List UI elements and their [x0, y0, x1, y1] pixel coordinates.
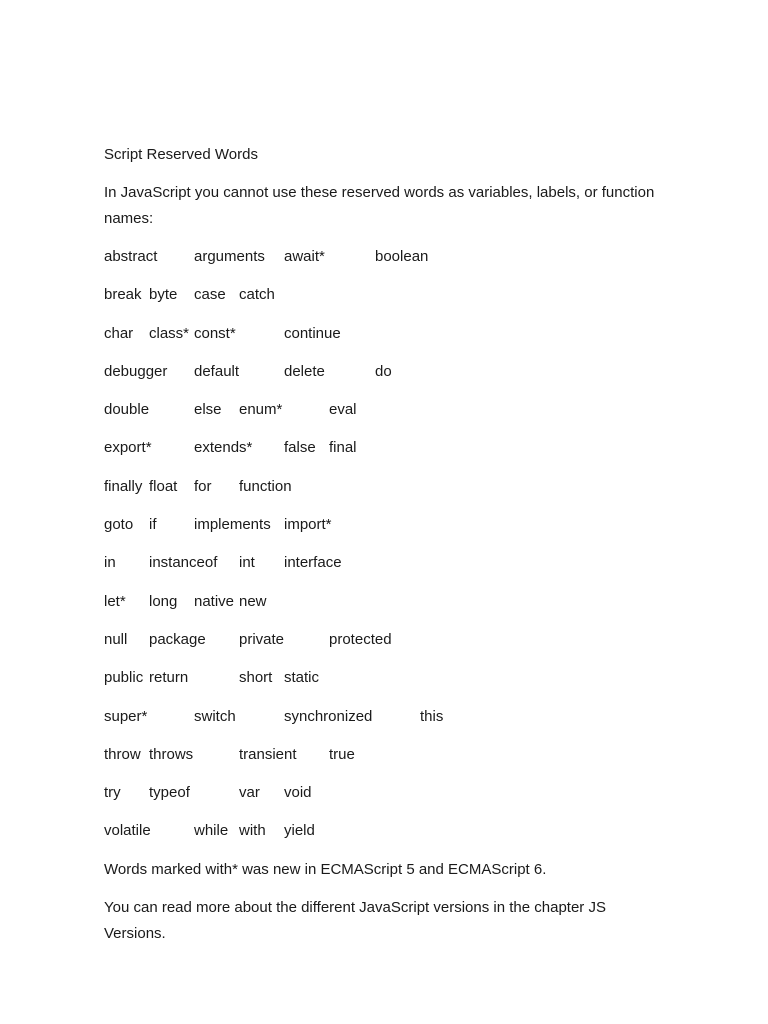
reserved-word: instanceof — [149, 554, 218, 572]
reserved-word: null — [104, 630, 128, 648]
reserved-word: super* — [104, 707, 148, 725]
reserved-word: if — [149, 516, 157, 534]
reserved-word: false — [284, 439, 316, 457]
note-paragraph: Words marked with* was new in ECMAScript 5 and ECMAScript 6. — [104, 860, 547, 878]
reserved-words-row — [104, 397, 664, 423]
reserved-word: int — [239, 554, 255, 572]
intro-paragraph: In JavaScript you cannot use these reserved words as variables, labels, or function names: — [104, 184, 655, 227]
reserved-word: default — [194, 362, 240, 380]
reserved-word: do — [375, 362, 392, 380]
reserved-word: new — [239, 592, 267, 610]
reserved-word: native — [194, 592, 235, 610]
reserved-words-row — [104, 665, 664, 691]
reserved-words-row — [104, 435, 664, 461]
reserved-word: continue — [284, 324, 341, 342]
reserved-words-row — [104, 818, 664, 844]
reserved-word: public — [104, 669, 144, 687]
reserved-word: while — [194, 822, 229, 840]
reserved-word: float — [149, 477, 178, 495]
reserved-word: transient — [239, 745, 297, 763]
reserved-word: extends* — [194, 439, 253, 457]
reserved-word: true — [329, 745, 355, 763]
reserved-words-row — [104, 589, 664, 615]
reserved-word: static — [284, 669, 320, 687]
reserved-words-row — [104, 704, 664, 730]
reserved-word: with — [239, 822, 266, 840]
reserved-words-row — [104, 474, 664, 500]
reserved-words-row — [104, 244, 664, 270]
reserved-word: private — [239, 630, 285, 648]
reserved-word: arguments — [194, 248, 265, 265]
reserved-words-row — [104, 550, 664, 576]
reserved-word: else — [194, 401, 222, 419]
reserved-word: delete — [284, 362, 325, 380]
reserved-words-list — [104, 244, 664, 844]
reserved-word: void — [284, 784, 312, 802]
reserved-word: yield — [284, 822, 315, 840]
reserved-word: var — [239, 784, 260, 802]
reserved-word: double — [104, 401, 150, 419]
footer-paragraph: You can read more about the different JavaScript versions in the chapter JS Versions. — [104, 898, 606, 942]
reserved-word: char — [104, 324, 134, 342]
reserved-word: in — [104, 554, 116, 572]
document-title: Script Reserved Words — [104, 146, 258, 163]
reserved-word: await* — [284, 248, 325, 265]
reserved-word: typeof — [149, 784, 190, 802]
reserved-word: finally — [104, 477, 143, 495]
reserved-word: volatile — [104, 822, 151, 840]
reserved-word: abstract — [104, 248, 158, 265]
reserved-word: boolean — [375, 248, 429, 265]
document-body — [104, 142, 664, 959]
reserved-word: byte — [149, 286, 178, 304]
reserved-word: enum* — [239, 401, 283, 419]
reserved-word: for — [194, 477, 212, 495]
reserved-words-row — [104, 512, 664, 538]
reserved-word: short — [239, 669, 273, 687]
reserved-word: export* — [104, 439, 152, 457]
reserved-word: break — [104, 286, 142, 304]
reserved-words-row — [104, 359, 664, 385]
reserved-word: goto — [104, 516, 134, 534]
reserved-word: this — [420, 707, 444, 725]
reserved-word: class* — [149, 324, 190, 342]
reserved-word: import* — [284, 516, 332, 534]
reserved-word: throws — [149, 745, 194, 763]
reserved-word: case — [194, 286, 226, 304]
reserved-words-row — [104, 282, 664, 308]
reserved-word: function — [239, 477, 292, 495]
reserved-word: catch — [239, 286, 275, 304]
reserved-word: switch — [194, 707, 236, 725]
reserved-word: let* — [104, 592, 126, 610]
reserved-word: throw — [104, 745, 141, 763]
reserved-word: protected — [329, 630, 392, 648]
reserved-word: return — [149, 669, 189, 687]
reserved-word: debugger — [104, 362, 168, 380]
reserved-word: implements — [194, 516, 271, 534]
reserved-word: eval — [329, 401, 357, 419]
reserved-word: try — [104, 784, 121, 802]
reserved-word: long — [149, 592, 178, 610]
reserved-words-row — [104, 780, 664, 806]
reserved-words-row — [104, 742, 664, 768]
reserved-word: package — [149, 630, 206, 648]
reserved-words-row — [104, 321, 664, 347]
reserved-word: synchronized — [284, 707, 373, 725]
reserved-word: final — [329, 439, 357, 457]
reserved-word: const* — [194, 324, 236, 342]
reserved-words-row — [104, 627, 664, 653]
reserved-word: interface — [284, 554, 342, 572]
